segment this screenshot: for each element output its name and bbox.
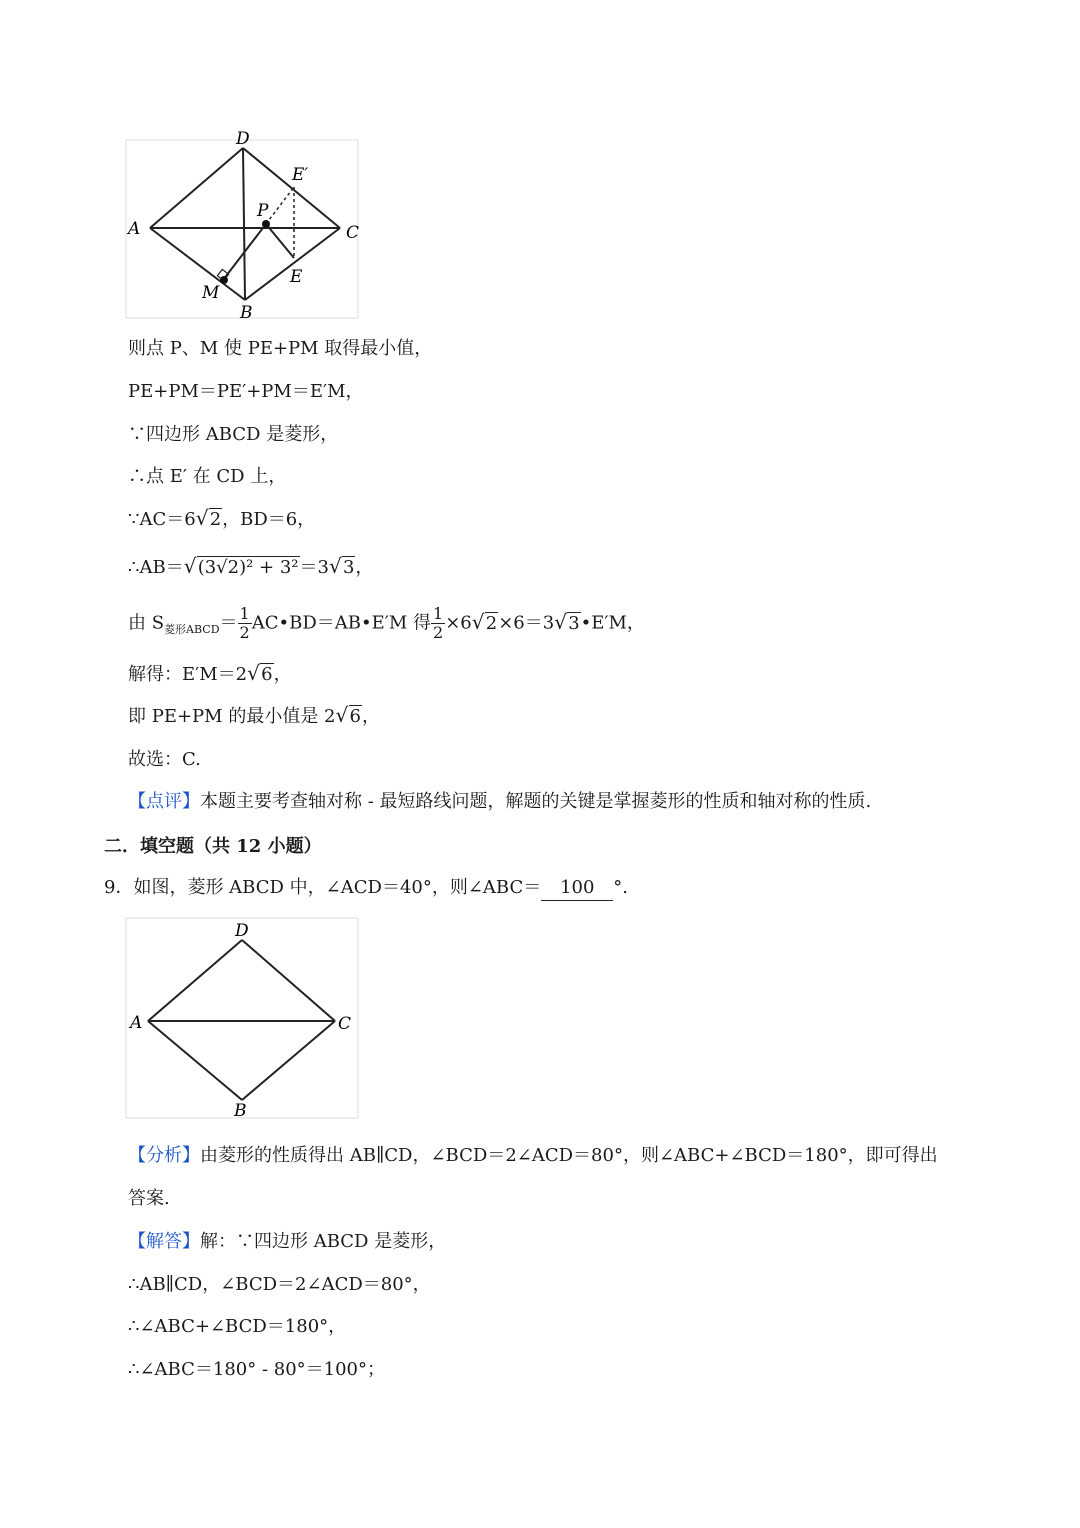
fig1-label-e: E — [290, 267, 303, 287]
fig2-label-c: C — [338, 1014, 352, 1034]
solution-line-1: 【解答】解：∵四边形 ABCD 是菱形， — [128, 1231, 447, 1252]
solution-line-4: ∴∠ABC＝180° - 80°＝100°； — [128, 1359, 386, 1380]
solution-line-3: ∴∠ABC+∠BCD＝180°， — [128, 1316, 347, 1337]
fig2-label-d: D — [235, 921, 249, 941]
text-line-8: 解得：E′M＝2√ 6， — [128, 663, 292, 687]
text-line-2: PE+PM＝PE′+PM＝E′M， — [128, 381, 364, 402]
solution-line-2: ∴AB∥CD，∠BCD＝2∠ACD＝80°， — [128, 1274, 431, 1295]
fig1-label-a: A — [128, 219, 141, 239]
fig1-label-m: M — [202, 283, 220, 303]
analysis-line-2: 答案. — [128, 1188, 170, 1209]
fig1-label-b: B — [240, 303, 253, 323]
comment-tag: 【点评】 — [128, 791, 200, 812]
text-line-6: ∴AB＝√ (3√2)² + 3²＝3√ 3， — [128, 556, 373, 580]
text-line-9: 即 PE+PM 的最小值是 2√ 6， — [128, 705, 380, 729]
fig1-label-e-prime: E′ — [292, 165, 309, 185]
text-line-7: 由 $S_{菱形ABCD}=$ $\frac{1}{2}$ AC•BD＝AB•E′M 得 $\frac{1}{2}$ ×6√ 2×6＝3√ 3•E′M， — [128, 605, 645, 642]
fig2-label-a: A — [130, 1013, 143, 1033]
fig2-label-b: B — [234, 1101, 247, 1121]
text-line-3: ∵四边形 ABCD 是菱形， — [128, 424, 339, 445]
analysis-line: 【分析】由菱形的性质得出 AB∥CD，∠BCD＝2∠ACD＝80°，则∠ABC+∠BCD＝180°，即可得出 — [128, 1145, 938, 1166]
solution-tag: 【解答】 — [128, 1231, 200, 1252]
text-line-1: 则点 P、M 使 PE+PM 取得最小值， — [128, 338, 433, 359]
fig1-label-d: D — [236, 129, 250, 149]
question-9: 9．如图，菱形 ABCD 中，∠ACD＝40°，则∠ABC＝ 100 °. — [104, 876, 628, 901]
text-line-5: ∵AC＝6√ 2，BD＝6， — [128, 508, 315, 532]
analysis-tag: 【分析】 — [128, 1145, 200, 1166]
section-title: 二．填空题（共 12 小题） — [104, 836, 322, 857]
fig1-label-p: P — [257, 201, 269, 221]
comment-line: 【点评】本题主要考查轴对称 - 最短路线问题，解题的关键是掌握菱形的性质和轴对称的性质. — [128, 791, 872, 812]
figure-rhombus-1 — [120, 120, 380, 330]
text-line-4: ∴点 E′ 在 CD 上， — [128, 466, 287, 487]
figure-rhombus-2 — [120, 910, 370, 1125]
answer-blank: 100 — [541, 876, 613, 901]
fig1-label-c: C — [346, 223, 360, 243]
text-line-10: 故选：C. — [128, 749, 201, 770]
